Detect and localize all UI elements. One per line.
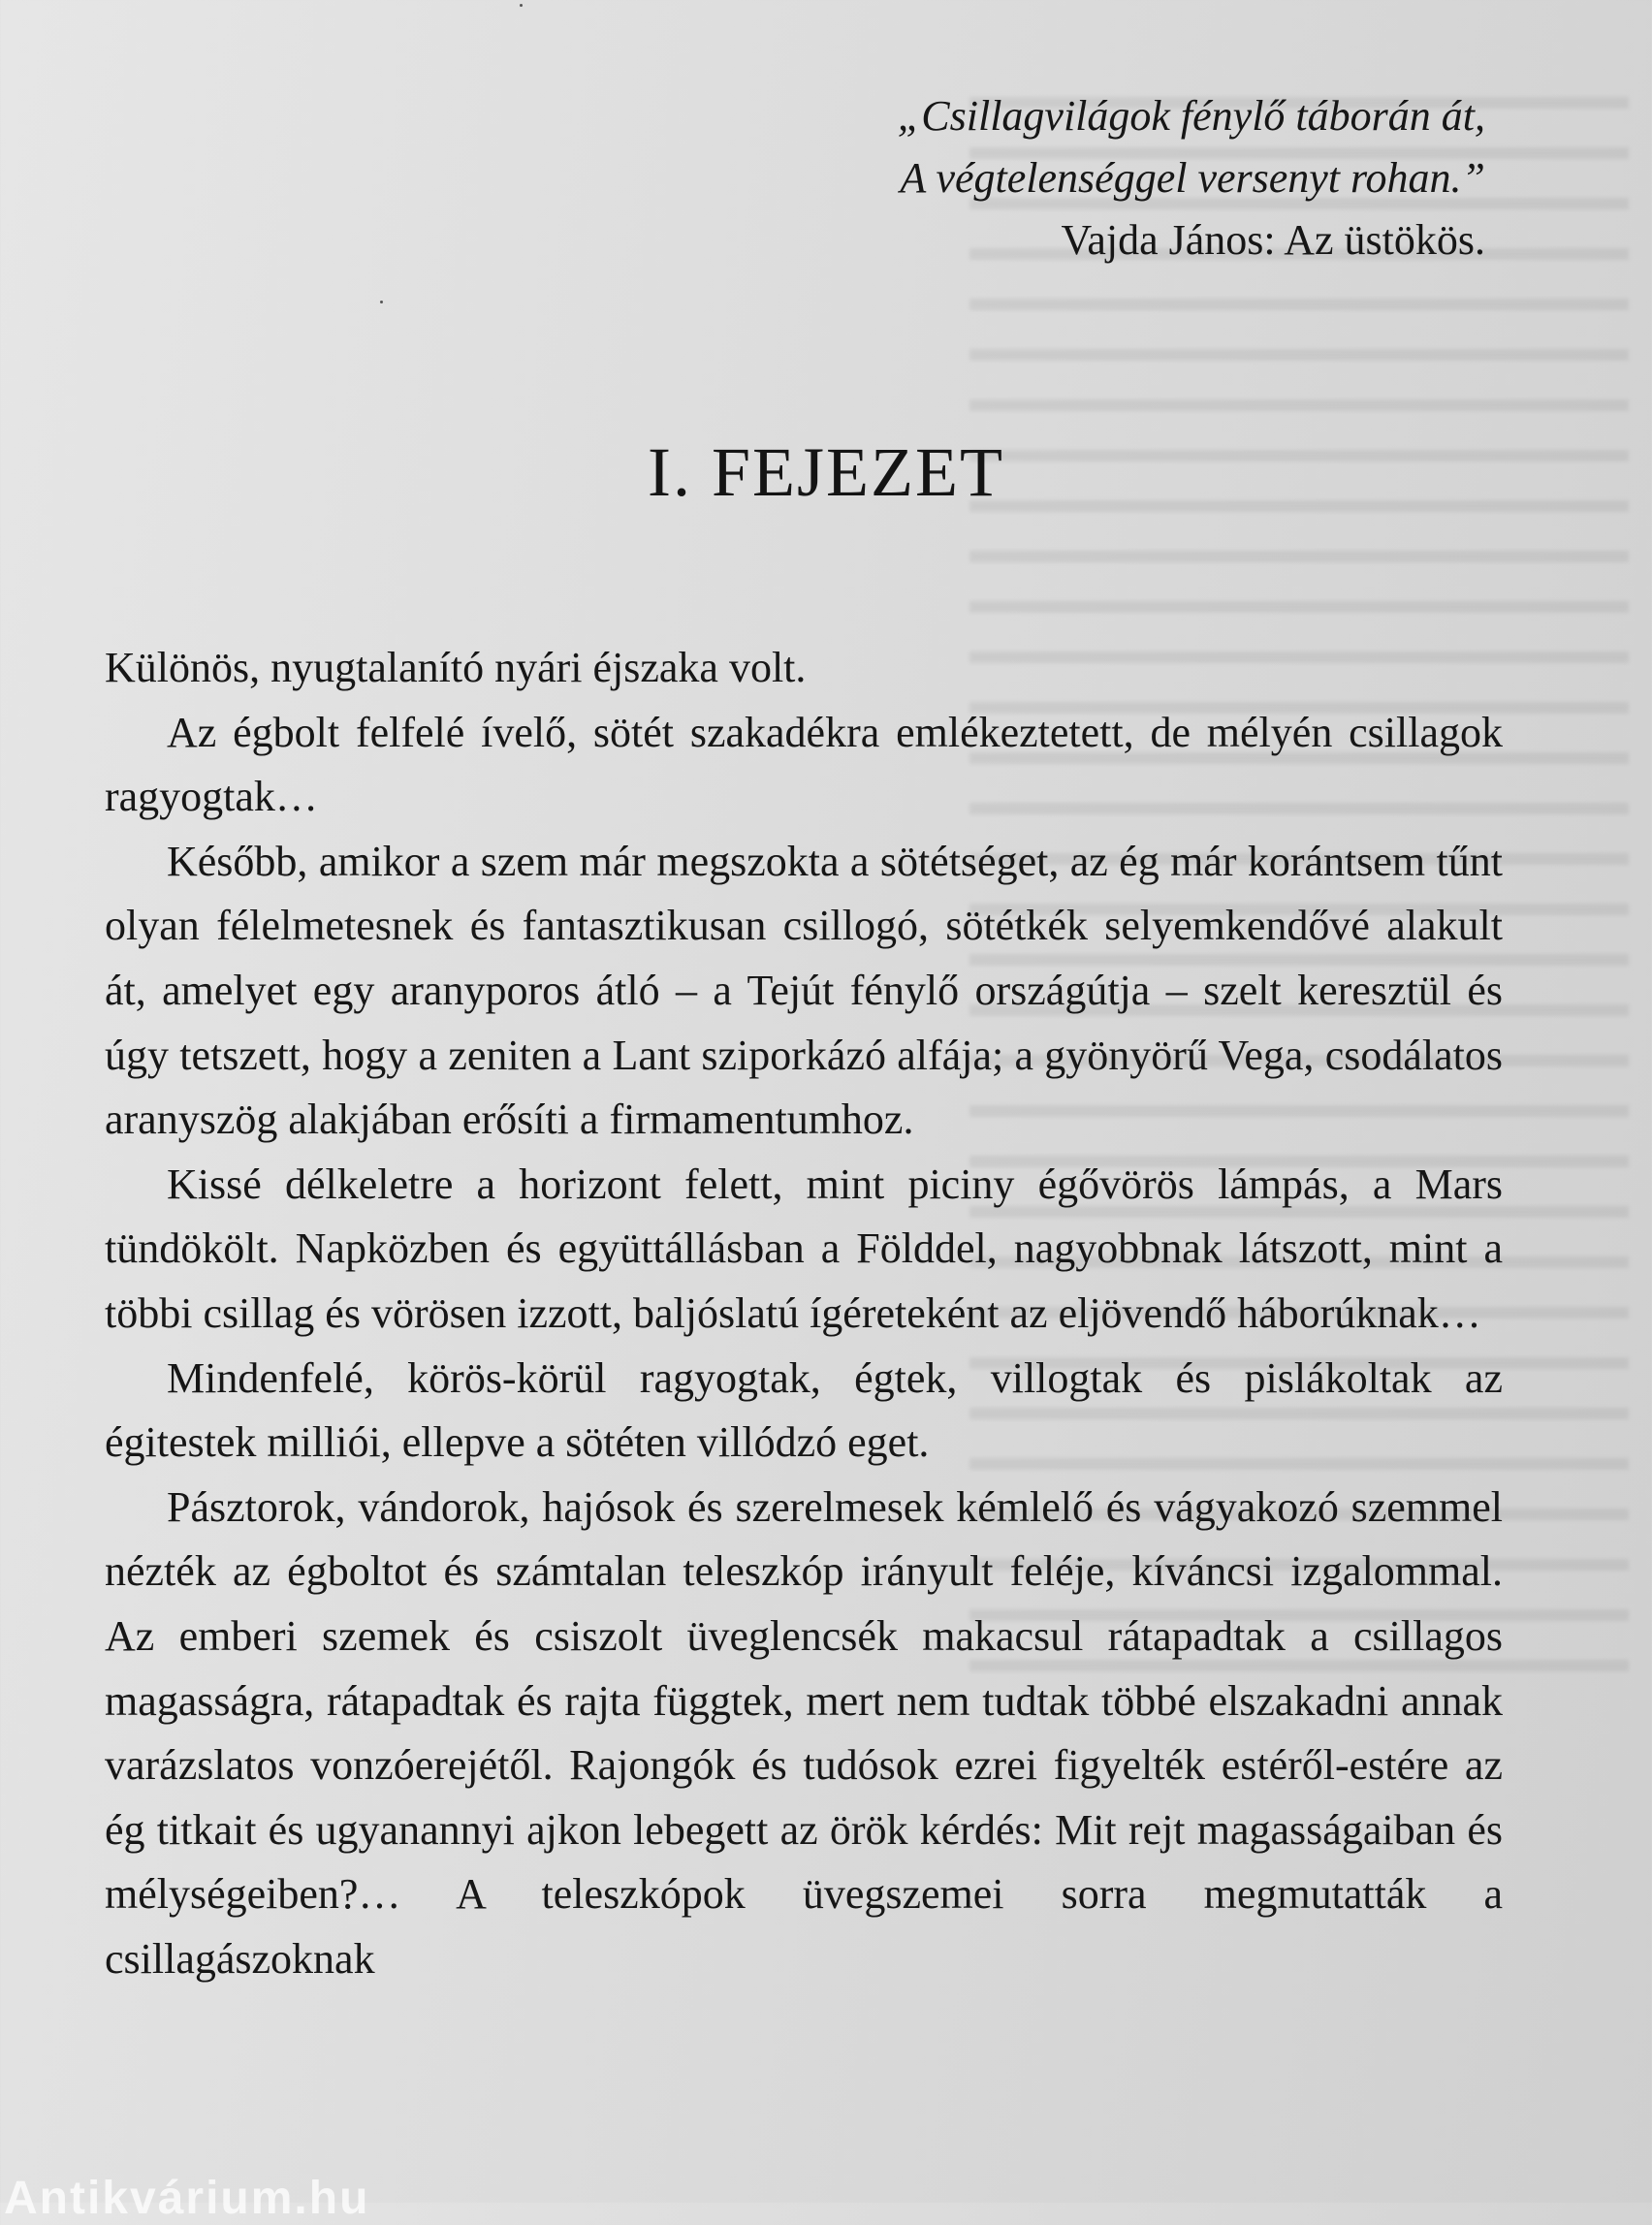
paragraph: Kissé délkeletre a horizont felett, mint piciny égővörös lámpás, a Mars tündökölt. Napközben és együttállásban a Földdel, nagyobbnak látszott, mint a többi csillag és vörösen izzott, baljóslatú ígéreteként az eljövendő háborúknak… bbox=[105, 1160, 1503, 1337]
watermark: Antikvárium.hu bbox=[4, 2173, 370, 2224]
paragraph: Mindenfelé, körös-körül ragyogtak, égtek, villogtak és pislákoltak az égitestek milliói, ellepve a sötéten villódzó eget. bbox=[105, 1353, 1503, 1467]
epigraph bbox=[898, 85, 1485, 271]
epigraph-line-1: „Csillagvilágok fénylő táborán át, bbox=[897, 92, 1485, 140]
epigraph-line-2: A végtelenséggel versenyt rohan.” bbox=[900, 154, 1485, 202]
chapter-title: I. FEJEZET bbox=[648, 433, 1004, 511]
paper-speck bbox=[520, 4, 523, 7]
paragraph: Később, amikor a szem már megszokta a sötétséget, az ég már korántsem tűnt olyan félelmetesnek és fantasztikusan csillogó, sötétkék selyemkendővé alakult át, amelyet egy aranyporos átló – a Tejút fénylő országútja – szelt keresztül és úgy tetszett, hogy a zeniten a Lant sziporkázó alfája; a gyönyörű Vega, csodálatos aranyszög alakjában erősíti a firmamentumhoz. bbox=[105, 837, 1503, 1144]
paragraph: Különös, nyugtalanító nyári éjszaka volt. bbox=[105, 644, 807, 691]
paragraph: Az égbolt felfelé ívelő, sötét szakadékra emlékeztetett, de mélyén csillagok ragyogtak… bbox=[105, 708, 1503, 821]
epigraph-source: Vajda János: Az üstökös. bbox=[1061, 216, 1485, 264]
paper-speck bbox=[380, 301, 383, 303]
chapter-body bbox=[105, 636, 1503, 1991]
paragraph: Pásztorok, vándorok, hajósok és szerelmesek kémlelő és vágyakozó szemmel nézték az égboltot és számtalan teleszkóp irányult feléje, kíváncsi izgalommal. Az emberi szemek és csiszolt üveglencsék makacsul rátapadtak a csillagos magasságra, rátapadtak és rajta függtek, mert nem tudtak többé elszakadni annak varázslatos vonzóerejétől. Rajongók és tudósok ezrei figyelték estéről-estére az ég titkait és ugyanannyi ajkon lebegett az örök kérdés: Mit rejt magasságaiban és mélységeiben?… A teleszkópok üvegszemei sorra megmutatták a csillagászoknak bbox=[105, 1482, 1503, 1983]
